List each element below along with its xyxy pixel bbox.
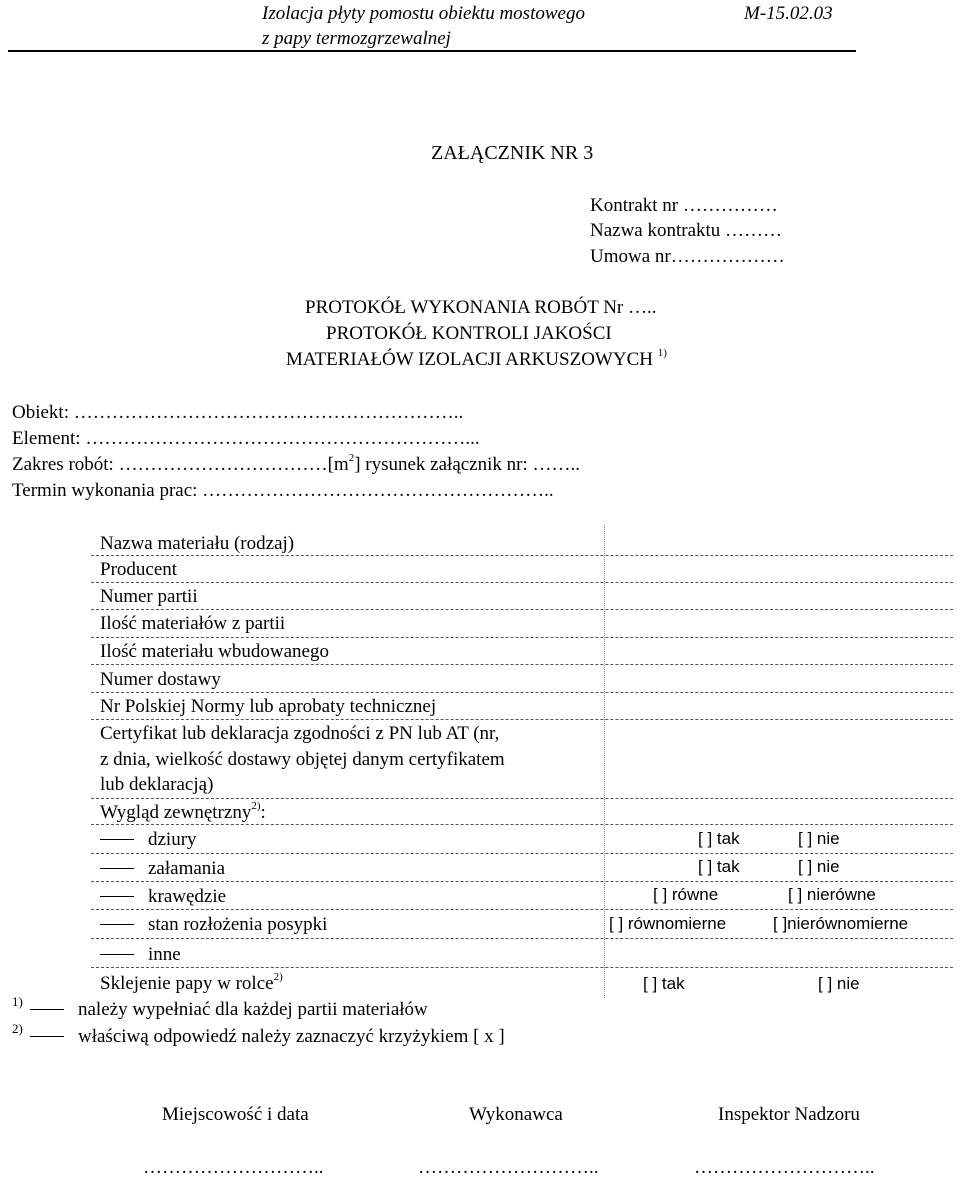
footnote-mark: 2) — [12, 1021, 23, 1036]
protocol-title-line2: PROTOKÓŁ KONTROLI JAKOŚCI — [326, 323, 612, 344]
annex-title: ZAŁĄCZNIK NR 3 — [431, 142, 594, 164]
footnote-2: właściwą odpowiedź należy zaznaczyć krzyżykiem [ x ] — [30, 1027, 505, 1046]
table-row: Ilość materiału wbudowanego — [91, 637, 953, 665]
checkbox-option[interactable]: [ ] nie — [798, 857, 840, 876]
table-row-sub: załamania [ ] tak [ ] nie — [91, 853, 953, 882]
header-rule — [8, 50, 856, 52]
signature-label-contractor: Wykonawca — [469, 1104, 563, 1125]
checkbox-option[interactable]: [ ] tak — [698, 829, 740, 848]
table-row-sub: inne — [91, 938, 953, 968]
dash-bullet — [100, 868, 134, 869]
header-title-line1: Izolacja płyty pomostu obiektu mostowego — [262, 3, 585, 24]
signature-line: ……………………….. — [143, 1157, 324, 1178]
field-scope: Zakres robót: $\dots\dots\dots\dots\dots\dots\dots\dots\dots\dots\dots[m^2]$ rysunek załącznik nr: …….. — [12, 452, 580, 475]
signature-line: ……………………….. — [694, 1157, 875, 1178]
dash-bullet — [100, 954, 134, 955]
table-row-bonding: Sklejenie papy w rolce$^{2)}$ [ ] tak [ ] nie — [100, 971, 860, 994]
contract-number: Kontrakt nr …………… — [590, 195, 778, 216]
table-row: Nr Polskiej Normy lub aprobaty technicznej — [91, 692, 953, 720]
agreement-number: Umowa nr……………… — [590, 246, 785, 267]
checkbox-option[interactable]: [ ] równomierne — [609, 914, 727, 933]
dash-bullet — [100, 839, 134, 840]
header-code: M-15.02.03 — [744, 3, 833, 24]
signature-line: ……………………….. — [418, 1157, 599, 1178]
contract-name: Nazwa kontraktu ……… — [590, 220, 783, 241]
checkbox-option[interactable]: [ ] tak — [698, 857, 740, 876]
signature-label-inspector: Inspektor Nadzoru — [718, 1104, 860, 1125]
table-row-certificate: Certyfikat lub deklaracja zgodności z PN lub AT (nr, z dnia, wielkość dostawy objętej danym certyfikatem lub deklaracją) — [91, 719, 953, 799]
table-row-appearance: Wygląd zewnętrzny$^{2)}$: — [91, 798, 953, 825]
checkbox-option[interactable]: [ ] nie — [798, 829, 840, 848]
checkbox-option[interactable]: [ ] nierówne — [788, 885, 876, 904]
checkbox-option[interactable]: [ ] równe — [653, 885, 719, 904]
table-row: Numer dostawy — [91, 664, 953, 693]
field-object: Obiekt: …………………………………………………….. — [12, 402, 464, 423]
table-row: Nazwa materiału (rodzaj) — [91, 525, 953, 556]
table-row-sub: stan rozłożenia posypki [ ] równomierne [ ]nierównomierne — [91, 909, 953, 939]
table-row-sub: krawędzie [ ] równe [ ] nierówne — [91, 881, 953, 910]
protocol-title-line3: MATERIAŁÓW IZOLACJI ARKUSZOWYCH $^{1)}$ — [286, 347, 667, 370]
checkbox-option[interactable]: [ ] nie — [818, 974, 860, 993]
field-element: Element: ……………………………………………………... — [12, 428, 480, 449]
table-row-sub: dziury [ ] tak [ ] nie — [91, 824, 953, 854]
dash-bullet — [30, 1036, 64, 1037]
table-row: Ilość materiałów z partii — [91, 609, 953, 638]
protocol-title-line1: PROTOKÓŁ WYKONANIA ROBÓT Nr ….. — [305, 297, 657, 318]
table-row: Numer partii — [91, 582, 953, 610]
signature-label-place-date: Miejscowość i data — [162, 1104, 309, 1125]
checkbox-option[interactable]: [ ] tak — [643, 974, 685, 993]
dash-bullet — [100, 896, 134, 897]
dash-bullet — [30, 1009, 64, 1010]
footnote-1: należy wypełniać dla każdej partii materiałów — [30, 1000, 428, 1019]
footnote-mark: 1) — [12, 994, 23, 1009]
table-row: Producent — [91, 555, 953, 583]
dash-bullet — [100, 924, 134, 925]
header-title-line2: z papy termozgrzewalnej — [262, 28, 451, 49]
checkbox-option[interactable]: [ ]nierównomierne — [773, 914, 909, 933]
field-deadline: Termin wykonania prac: ……………………………………………….. — [12, 480, 554, 501]
